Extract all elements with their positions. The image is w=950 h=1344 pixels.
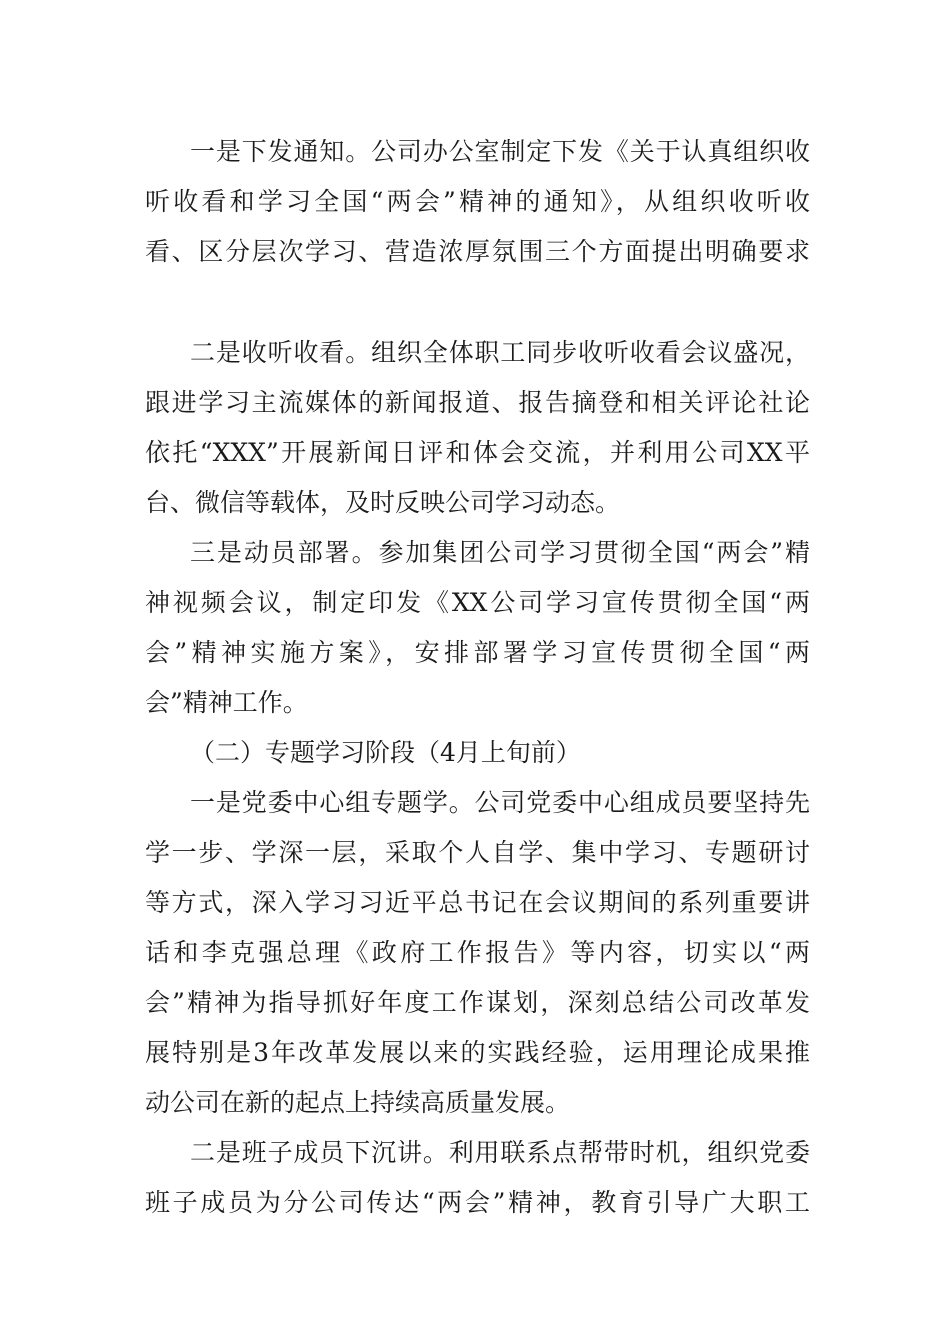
paragraph-4-line-5: 会”精神为指导抓好年度工作谋划，深刻总结公司改革发 — [145, 988, 810, 1017]
paragraph-1-line-3: 看、区分层次学习、营造浓厚氛围三个方面提出明确要求 — [145, 237, 810, 266]
paragraph-3-line-4: 会”精神工作。 — [145, 688, 308, 717]
section-heading: （二）专题学习阶段（4月上旬前） — [190, 738, 581, 767]
paragraph-2-line-4: 台、微信等载体，及时反映公司学习动态。 — [145, 488, 621, 517]
paragraph-2-line-2: 跟进学习主流媒体的新闻报道、报告摘登和相关评论社论 — [145, 388, 810, 417]
paragraph-4-line-2: 学一步、学深一层，采取个人自学、集中学习、专题研讨 — [145, 838, 810, 867]
paragraph-3-line-3: 会”精神实施方案》，安排部署学习宣传贯彻全国“两 — [145, 638, 810, 667]
paragraph-4-line-1: 一是党委中心组专题学。公司党委中心组成员要坚持先 — [190, 788, 810, 817]
paragraph-4-line-7: 动公司在新的起点上持续高质量发展。 — [145, 1088, 571, 1117]
paragraph-3-line-2: 神视频会议，制定印发《XX公司学习宣传贯彻全国“两 — [145, 588, 810, 617]
paragraph-2-line-3: 依托“XXX”开展新闻日评和体会交流，并利用公司XX平 — [145, 438, 810, 467]
paragraph-1-line-2: 听收看和学习全国“两会”精神的通知》，从组织收听收 — [145, 187, 810, 216]
paragraph-4-line-3: 等方式，深入学习习近平总书记在会议期间的系列重要讲 — [145, 888, 810, 917]
paragraph-2-line-1: 二是收听收看。组织全体职工同步收听收看会议盛况， — [190, 338, 810, 367]
paragraph-4-line-4: 话和李克强总理《政府工作报告》等内容，切实以“两 — [145, 938, 810, 967]
paragraph-3-line-1: 三是动员部署。参加集团公司学习贯彻全国“两会”精 — [190, 538, 810, 567]
paragraph-5-line-1: 二是班子成员下沉讲。利用联系点帮带时机，组织党委 — [190, 1138, 810, 1167]
paragraph-4-line-6: 展特别是3年改革发展以来的实践经验，运用理论成果推 — [145, 1038, 810, 1067]
paragraph-1-line-1: 一是下发通知。公司办公室制定下发《关于认真组织收 — [190, 137, 810, 166]
paragraph-5-line-2: 班子成员为分公司传达“两会”精神，教育引导广大职工 — [145, 1188, 810, 1217]
